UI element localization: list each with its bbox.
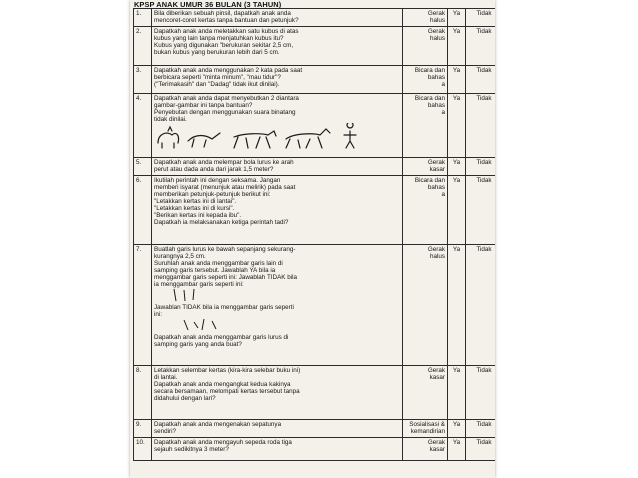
question-line: Dapatkah ia melaksanakan ketiga perintah tadi?	[154, 219, 289, 226]
question-text-cell	[152, 420, 403, 438]
question-number: 9.	[134, 420, 152, 438]
answer-ya[interactable]: Ya	[448, 27, 466, 66]
development-category	[403, 9, 448, 27]
question-number: 10.	[134, 438, 152, 461]
question-line: Suruhlah anak anda menggambar garis lain di	[154, 260, 283, 267]
question-line: didahului dengan lari?	[154, 395, 216, 402]
question-text-cell	[152, 158, 403, 176]
question-line: "Letakkan kertas ini di kursi".	[154, 205, 235, 212]
page-title: KPSP ANAK UMUR 36 BULAN (3 TAHUN)	[134, 0, 282, 9]
line-sample-tidak	[154, 318, 234, 332]
question-line: memberikan petunjuk-petunjuk berikut ini:	[154, 191, 271, 198]
question-line: kubus yang lain tanpa menjatuhkan kubus itu?	[154, 35, 284, 42]
answer-ya[interactable]: Ya	[448, 176, 466, 245]
questionnaire-page	[130, 0, 495, 478]
question-line: Jawablan TIDAK bila ia menggambar garis seperti	[154, 304, 294, 311]
question-line: "Berikan kertas ini kepada ibu".	[154, 212, 242, 219]
question-line: ia menggambar garis seperti ini:	[154, 281, 244, 288]
question-text-cell	[152, 66, 403, 94]
question-line: Buatlah garis lurus ke bawah sepanjang sekurang-	[154, 246, 296, 253]
question-line: mencoret-coret kertas tanpa bantuan dan petunjuk?	[154, 17, 299, 24]
answer-tidak[interactable]: Tidak	[466, 9, 496, 27]
answer-ya[interactable]: Ya	[448, 158, 466, 176]
question-line: ini:	[154, 311, 163, 318]
question-number: 2.	[134, 27, 152, 66]
question-line: tidak dinilai.	[154, 116, 187, 123]
answer-tidak[interactable]: Tidak	[466, 27, 496, 66]
category-line: bahas	[427, 74, 445, 81]
answer-ya[interactable]: Ya	[448, 66, 466, 94]
question-line: memberi isyarat (menunjuk atau melirik) pada saat	[154, 184, 296, 191]
question-row	[134, 366, 496, 420]
category-line: kemandirian	[410, 428, 445, 435]
category-line: Gerak	[427, 367, 445, 374]
question-line: sejauh sedikitnya 3 meter?	[154, 446, 229, 453]
category-line: Gerak	[427, 28, 445, 35]
question-text-cell	[152, 9, 403, 27]
category-line: halus	[429, 253, 445, 260]
development-category	[403, 176, 448, 245]
question-text-cell	[152, 438, 403, 461]
question-line: Dapatkah anak anda menggunakan 2 kata pada saat	[154, 67, 303, 74]
question-line: Dapatkah anak anda menggambar garis lurus di	[154, 334, 289, 341]
category-line: halus	[429, 35, 445, 42]
development-category	[403, 245, 448, 366]
question-line: Kubus yang digunakan "berukuran sekitar 2,5 cm,	[154, 42, 294, 49]
question-line: samping garis yang anda buat?	[154, 341, 242, 348]
line-sample-ya	[154, 288, 214, 302]
category-line: a	[441, 191, 445, 198]
question-line: di lantai.	[154, 374, 178, 381]
question-row	[134, 9, 496, 27]
question-row	[134, 420, 496, 438]
category-line: Gerak	[427, 246, 445, 253]
answer-ya[interactable]: Ya	[448, 245, 466, 366]
answer-ya[interactable]: Ya	[448, 366, 466, 420]
category-line: Gerak	[427, 159, 445, 166]
question-row	[134, 66, 496, 94]
development-category	[403, 158, 448, 176]
category-line: halus	[429, 17, 445, 24]
answer-ya[interactable]: Ya	[448, 9, 466, 27]
answer-ya[interactable]: Ya	[448, 438, 466, 461]
question-line: "Letakkan kertas ini di lantai".	[154, 198, 237, 205]
question-row	[134, 94, 496, 158]
answer-tidak[interactable]: Tidak	[466, 176, 496, 245]
question-line: gambar-gambar ini tanpa bantuan?	[154, 102, 253, 109]
answer-tidak[interactable]: Tidak	[466, 366, 496, 420]
question-line: Ikutilah perintah ini dengan seksama. Jangan	[154, 177, 281, 184]
question-line: ("Terimakasih" dan "Dadag" tidak ikut dinilai).	[154, 81, 280, 88]
answer-tidak[interactable]: Tidak	[466, 94, 496, 158]
category-line: kasar	[429, 446, 445, 453]
development-category	[403, 66, 448, 94]
question-line: Penyebutan dengan menggunakan suara binatang	[154, 109, 296, 116]
question-number: 3.	[134, 66, 152, 94]
category-line: Bicara dan	[414, 95, 445, 102]
category-line: kasar	[429, 166, 445, 173]
answer-ya[interactable]: Ya	[448, 94, 466, 158]
question-number: 1.	[134, 9, 152, 27]
question-text-cell	[152, 94, 403, 158]
development-category	[403, 438, 448, 461]
question-text-cell	[152, 27, 403, 66]
question-line: Dapatkah anak anda melempar bola lurus ke arah	[154, 159, 294, 166]
category-line: bahas	[427, 184, 445, 191]
question-line: Dapatkah anak anda meletakkan satu kubus di atas	[154, 28, 299, 35]
kpsp-table	[133, 8, 495, 461]
question-line: kurangnya 2,5 cm.	[154, 253, 206, 260]
answer-tidak[interactable]: Tidak	[466, 420, 496, 438]
question-line: berbicara seperti "minta minum", "mau tidur"?	[154, 74, 281, 81]
category-line: Bicara dan	[414, 67, 445, 74]
question-text-cell	[152, 245, 403, 366]
answer-tidak[interactable]: Tidak	[466, 438, 496, 461]
category-line: kasar	[429, 374, 445, 381]
question-line: samping garis tersebut. Jawablah YA bila ia	[154, 267, 276, 274]
question-line: sendiri?	[154, 428, 177, 435]
question-line: Dapatkah anak anda mengenakan sepatunya	[154, 421, 282, 428]
question-line: menggambar garis seperti ini: Jawablah TIDAK bila	[154, 274, 298, 281]
question-line: Bila diberikan sebuah pinsil, dapatkah anak anda	[154, 10, 291, 17]
development-category	[403, 420, 448, 438]
animal-pictures	[154, 123, 364, 149]
question-row	[134, 176, 496, 245]
question-number: 5.	[134, 158, 152, 176]
category-line: Bicara dan	[414, 177, 445, 184]
question-row	[134, 438, 496, 461]
question-row	[134, 245, 496, 366]
answer-tidak[interactable]: Tidak	[466, 245, 496, 366]
question-line: Dapatkah anak anda mengangkat kedua kakinya	[154, 381, 291, 388]
question-line: perut atau dada anda dari jarak 1,5 meter?	[154, 166, 274, 173]
question-line: Letakkan selembar kertas (kira-kira selebar buku ini)	[154, 367, 301, 374]
question-number: 7.	[134, 245, 152, 366]
answer-tidak[interactable]: Tidak	[466, 66, 496, 94]
question-number: 8.	[134, 366, 152, 420]
category-line: a	[441, 81, 445, 88]
answer-tidak[interactable]: Tidak	[466, 158, 496, 176]
question-line: secara bersamaan, melompati kertas tersebut tanpa	[154, 388, 300, 395]
question-line: bukan kubus yang berukuran lebih dari 5 cm.	[154, 49, 280, 56]
question-number: 6.	[134, 176, 152, 245]
development-category	[403, 94, 448, 158]
development-category	[403, 27, 448, 66]
question-row	[134, 158, 496, 176]
development-category	[403, 366, 448, 420]
category-line: Gerak	[427, 10, 445, 17]
question-number: 4.	[134, 94, 152, 158]
category-line: a	[441, 109, 445, 116]
category-line: Sosialisasi &	[409, 421, 445, 428]
question-line: Dapatkah anak anda mengayuh sepeda roda tiga	[154, 439, 292, 446]
question-line: Dapatkah anak anda dapat menyebutkan 2 diantara	[154, 95, 299, 102]
question-row	[134, 27, 496, 66]
category-line: bahas	[427, 102, 445, 109]
question-text-cell	[152, 176, 403, 245]
question-text-cell	[152, 366, 403, 420]
answer-ya[interactable]: Ya	[448, 420, 466, 438]
category-line: Gerak	[427, 439, 445, 446]
